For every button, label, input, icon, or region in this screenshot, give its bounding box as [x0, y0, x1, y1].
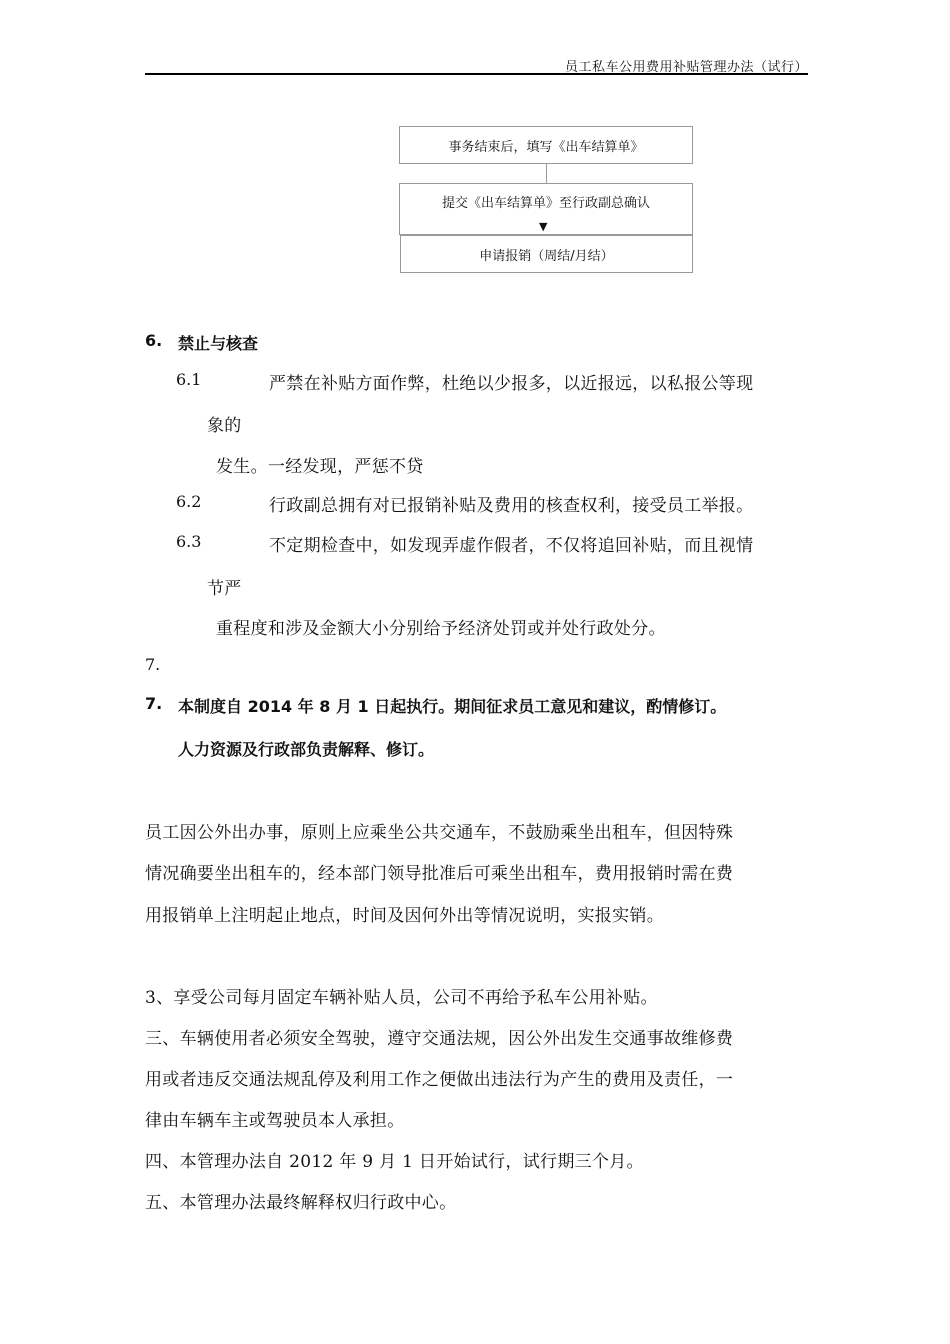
clause-6-3-text-cont: 节严	[207, 579, 242, 599]
clause-6-3-number: 6.3	[176, 532, 202, 551]
flow-step-fill-settlement	[399, 126, 693, 164]
taxi-paragraph-line: 用报销单上注明起止地点，时间及因何外出等情况说明，实报实销。	[145, 906, 664, 926]
taxi-paragraph-line: 情况确要坐出租车的，经本部门领导批准后可乘坐出租车，费用报销时需在费	[145, 864, 734, 884]
taxi-paragraph-line: 员工因公外出办事，原则上应乘坐公共交通车，不鼓励乘坐出租车，但因特殊	[145, 823, 734, 843]
flow-step-label: 事务结束后，填写《出车结算单》	[448, 139, 644, 155]
flow-step-label: 申请报销（周结/月结）	[479, 248, 614, 264]
clause-3: 3、享受公司每月固定车辆补贴人员，公司不再给予私车公用补贴。	[145, 988, 658, 1008]
section-7-text: 本制度自 2014 年 8 月 1 日起执行。期间征求员工意见和建议，酌情修订。	[178, 697, 727, 716]
clause-three-line: 用或者违反交通法规乱停及利用工作之便做出违法行为产生的费用及责任，一	[145, 1070, 734, 1090]
clause-three-line: 律由车辆车主或驾驶员本人承担。	[145, 1111, 405, 1131]
flow-connector	[546, 164, 547, 183]
section-7-number: 7.	[145, 694, 163, 713]
clause-three-line: 三、车辆使用者必须安全驾驶，遵守交通法规，因公外出发生交通事故维修费	[145, 1029, 734, 1049]
arrow-down-icon: ▼	[539, 220, 548, 233]
clause-6-1-text: 严禁在补贴方面作弊，杜绝以少报多，以近报远，以私报公等现	[269, 374, 754, 394]
clause-6-2-text: 行政副总拥有对已报销补贴及费用的核查权利，接受员工举报。	[269, 496, 754, 516]
flow-step-label: 提交《出车结算单》至行政副总确认	[441, 196, 650, 211]
flow-step-apply-reimbursement	[400, 235, 693, 273]
header-divider	[145, 73, 808, 75]
section-6-number: 6.	[145, 331, 163, 350]
clause-6-2-number: 6.2	[176, 492, 202, 511]
clause-five: 五、本管理办法最终解释权归行政中心。	[145, 1193, 457, 1213]
clause-6-1-text-cont: 象的	[207, 416, 242, 436]
document-header-title: 员工私车公用费用补贴管理办法（试行）	[564, 60, 808, 75]
clause-6-3-text: 不定期检查中，如发现弄虚作假者，不仅将追回补贴，而且视情	[269, 536, 754, 556]
clause-6-3-text-cont: 重程度和涉及金额大小分别给予经济处罚或并处行政处分。	[216, 619, 666, 639]
clause-four: 四、本管理办法自 2012 年 9 月 1 日开始试行，试行期三个月。	[145, 1152, 644, 1172]
section-7-text-cont: 人力资源及行政部负责解释、修订。	[178, 740, 435, 759]
clause-6-1-text-cont: 发生。一经发现，严惩不贷	[216, 457, 424, 477]
clause-6-1-number: 6.1	[176, 370, 202, 389]
section-6-title: 禁止与核查	[178, 334, 259, 353]
stray-list-number: 7.	[145, 655, 161, 674]
